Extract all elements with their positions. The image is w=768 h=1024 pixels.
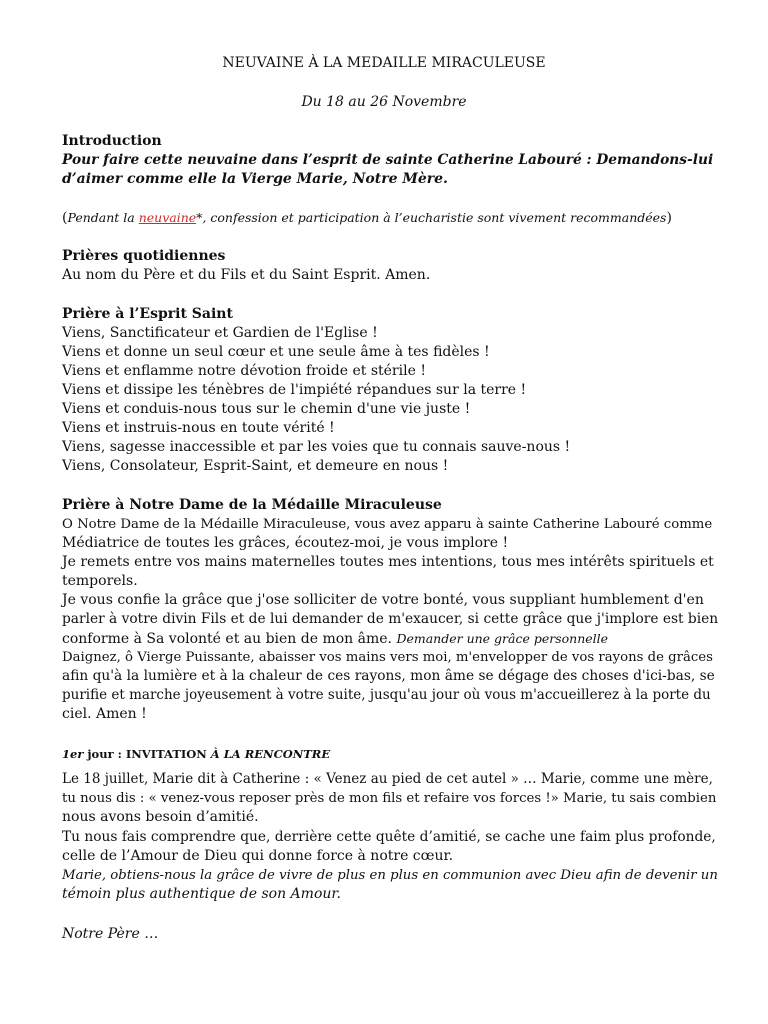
esprit-line: Viens, Consolateur, Esprit-Saint, et demeure en nous ! bbox=[62, 458, 449, 474]
note-suffix: *, confession et participation à l’eucharistie sont vivement recommandées bbox=[196, 210, 667, 225]
esprit-line: Viens et enflamme notre dévotion froide et stérile ! bbox=[62, 363, 426, 379]
notredame-line: Je remets entre vos mains maternelles toutes mes intentions, tous mes intérêts spirituels et bbox=[62, 554, 714, 570]
notredame-line: Daignez, ô Vierge Puissante, abaisser vos mains vers moi, m'envelopper de vos rayons de grâces bbox=[62, 650, 713, 665]
note-line bbox=[62, 208, 722, 228]
day1-line: nous avons besoin d’amitié. bbox=[62, 809, 259, 825]
day1-label: jour : INVITATION bbox=[83, 747, 211, 761]
day1-number: 1er bbox=[62, 747, 84, 761]
notredame-line: temporels. bbox=[62, 573, 138, 589]
day1-prayer-line: Marie, obtiens-nous la grâce de vivre de plus en plus en communion avec Dieu afin de devenir un bbox=[62, 868, 718, 883]
esprit-heading: Prière à l’Esprit Saint bbox=[62, 306, 233, 322]
day1-line: Tu nous fais comprendre que, derrière cette quête d’amitié, se cache une faim plus profonde, bbox=[62, 829, 716, 845]
notredame-heading: Prière à Notre Dame de la Médaille Miraculeuse bbox=[62, 497, 442, 513]
esprit-line: Viens et donne un seul cœur et une seule âme à tes fidèles ! bbox=[62, 344, 490, 360]
notredame-line bbox=[62, 629, 722, 649]
notredame-line: Je vous confie la grâce que j'ose solliciter de votre bonté, vous suppliant humblement d'en bbox=[62, 592, 704, 608]
intro-line: d’aimer comme elle la Vierge Marie, Notre Mère. bbox=[62, 171, 448, 187]
day1-theme: À LA RENCONTRE bbox=[210, 747, 331, 761]
esprit-line: Viens, Sanctificateur et Gardien de l'Eglise ! bbox=[62, 325, 378, 341]
day1-line: Le 18 juillet, Marie dit à Catherine : « Venez au pied de cet autel » … Marie, comme une mère, bbox=[62, 771, 713, 787]
day1-line: tu nous dis : « venez-vous reposer près de mon fils et refaire vos forces !» Marie, tu sais combien bbox=[62, 791, 717, 806]
notredame-line: Médiatrice de toutes les grâces, écoutez-moi, je vous implore ! bbox=[62, 535, 509, 551]
document-title: NEUVAINE À LA MEDAILLE MIRACULEUSE bbox=[222, 55, 546, 71]
note-prefix: Pendant la bbox=[67, 210, 139, 225]
intro-line: Pour faire cette neuvaine dans l’esprit de sainte Catherine Labouré : Demandons-lui bbox=[62, 152, 714, 168]
daily-heading: Prières quotidiennes bbox=[62, 248, 226, 264]
daily-text: Au nom du Père et du Fils et du Saint Esprit. Amen. bbox=[62, 267, 431, 283]
day1-prayer-line: témoin plus authentique de son Amour. bbox=[62, 886, 341, 902]
notredame-line-text: conforme à Sa volonté et au bien de mon âme. bbox=[62, 631, 392, 647]
day1-heading bbox=[62, 745, 722, 764]
notredame-line: purifie et marche joyeusement à votre suite, jusqu'au jour où vous m'accueillerez à la porte du bbox=[62, 687, 711, 703]
day1-line: celle de l’Amour de Dieu qui donne force à notre cœur. bbox=[62, 848, 454, 864]
document-dates: Du 18 au 26 Novembre bbox=[301, 94, 467, 110]
esprit-line: Viens, sagesse inaccessible et par les voies que tu connais sauve-nous ! bbox=[62, 439, 571, 455]
grace-instruction: Demander une grâce personnelle bbox=[396, 631, 609, 646]
notredame-line: afin qu'à la lumière et à la chaleur de ces rayons, mon âme se dégage des choses d'ici-bas, se bbox=[62, 668, 715, 684]
note-close-paren: ) bbox=[666, 210, 672, 226]
day1-closing: Notre Père … bbox=[62, 926, 159, 942]
esprit-line: Viens et conduis-nous tous sur le chemin d'une vie juste ! bbox=[62, 401, 471, 417]
esprit-line: Viens et dissipe les ténèbres de l'impiété répandues sur la terre ! bbox=[62, 382, 527, 398]
note-open-paren: ( bbox=[62, 210, 68, 226]
esprit-line: Viens et instruis-nous en toute vérité ! bbox=[62, 420, 335, 436]
neuvaine-link[interactable]: neuvaine bbox=[138, 210, 197, 225]
intro-heading: Introduction bbox=[62, 133, 162, 149]
notredame-line: parler à votre divin Fils et de lui demander de m'exaucer, si cette grâce que j'implore est bien bbox=[62, 611, 719, 627]
notredame-line: ciel. Amen ! bbox=[62, 706, 147, 722]
notredame-line: O Notre Dame de la Médaille Miraculeuse, vous avez apparu à sainte Catherine Labouré comme bbox=[62, 517, 713, 532]
